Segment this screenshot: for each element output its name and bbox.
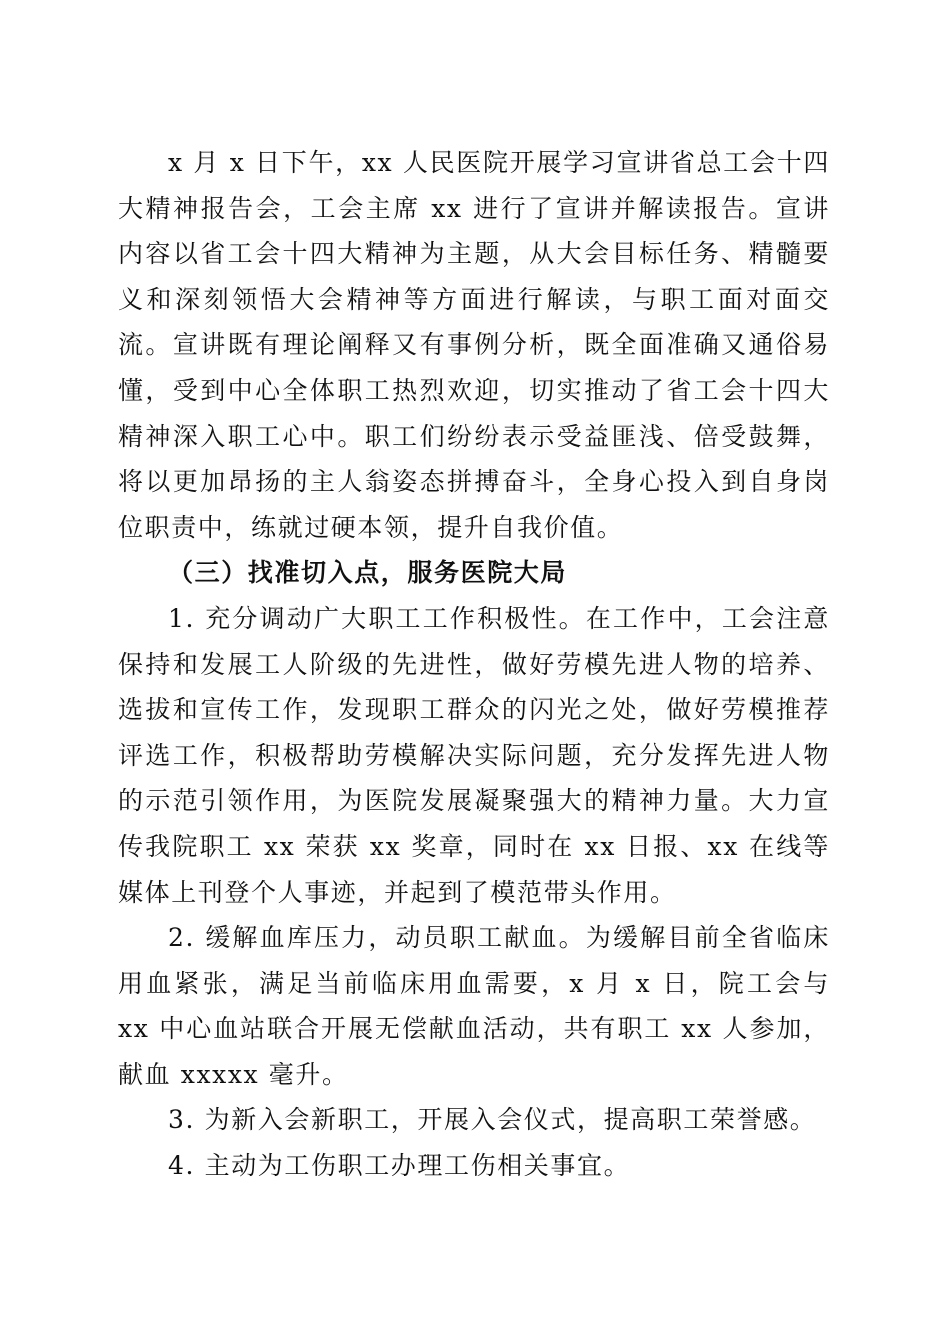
document-page bbox=[118, 140, 830, 1189]
list-item-1: 1. 充分调动广大职工工作积极性。在工作中，工会注意保持和发展工人阶级的先进性，做好劳模先进人物的培养、选拔和宣传工作，发现职工群众的闪光之处，做好劳模推荐评选工作，积极帮助劳模解决实际问题，充分发挥先进人物的示范引领作用，为医院发展凝聚强大的精神力量。大力宣传我院职工 xx 荣获 xx 奖章，同时在 xx 日报、xx 在线等媒体上刊登个人事迹，并起到了模范带头作用。 bbox=[118, 603, 830, 907]
list-item-2: 2. 缓解血库压力，动员职工献血。为缓解目前全省临床用血紧张，满足当前临床用血需要，x 月 x 日，院工会与 xx 中心血站联合开展无偿献血活动，共有职工 xx 人参加，献血 xxxxx 毫升。 bbox=[118, 923, 830, 1089]
list-item-3: 3. 为新入会新职工，开展入会仪式，提高职工荣誉感。 bbox=[168, 1105, 817, 1135]
paragraph-report-meeting: x 月 x 日下午，xx 人民医院开展学习宣讲省总工会十四大精神报告会，工会主席 xx 进行了宣讲并解读报告。宣讲内容以省工会十四大精神为主题，从大会目标任务、精髓要义和深刻领悟大会精神等方面进行解读，与职工面对面交流。宣讲既有理论阐释又有事例分析，既全面准确又通俗易懂，受到中心全体职工热烈欢迎，切实推动了省工会十四大精神深入职工心中。职工们纷纷表示受益匪浅、倍受鼓舞，将以更加昂扬的主人翁姿态拼搏奋斗，全身心投入到自身岗位职责中，练就过硬本领，提升自我价值。 bbox=[118, 148, 830, 542]
section-heading-3: （三）找准切入点，服务医院大局 bbox=[168, 558, 568, 588]
list-item-4: 4. 主动为工伤职工办理工伤相关事宜。 bbox=[168, 1151, 631, 1181]
